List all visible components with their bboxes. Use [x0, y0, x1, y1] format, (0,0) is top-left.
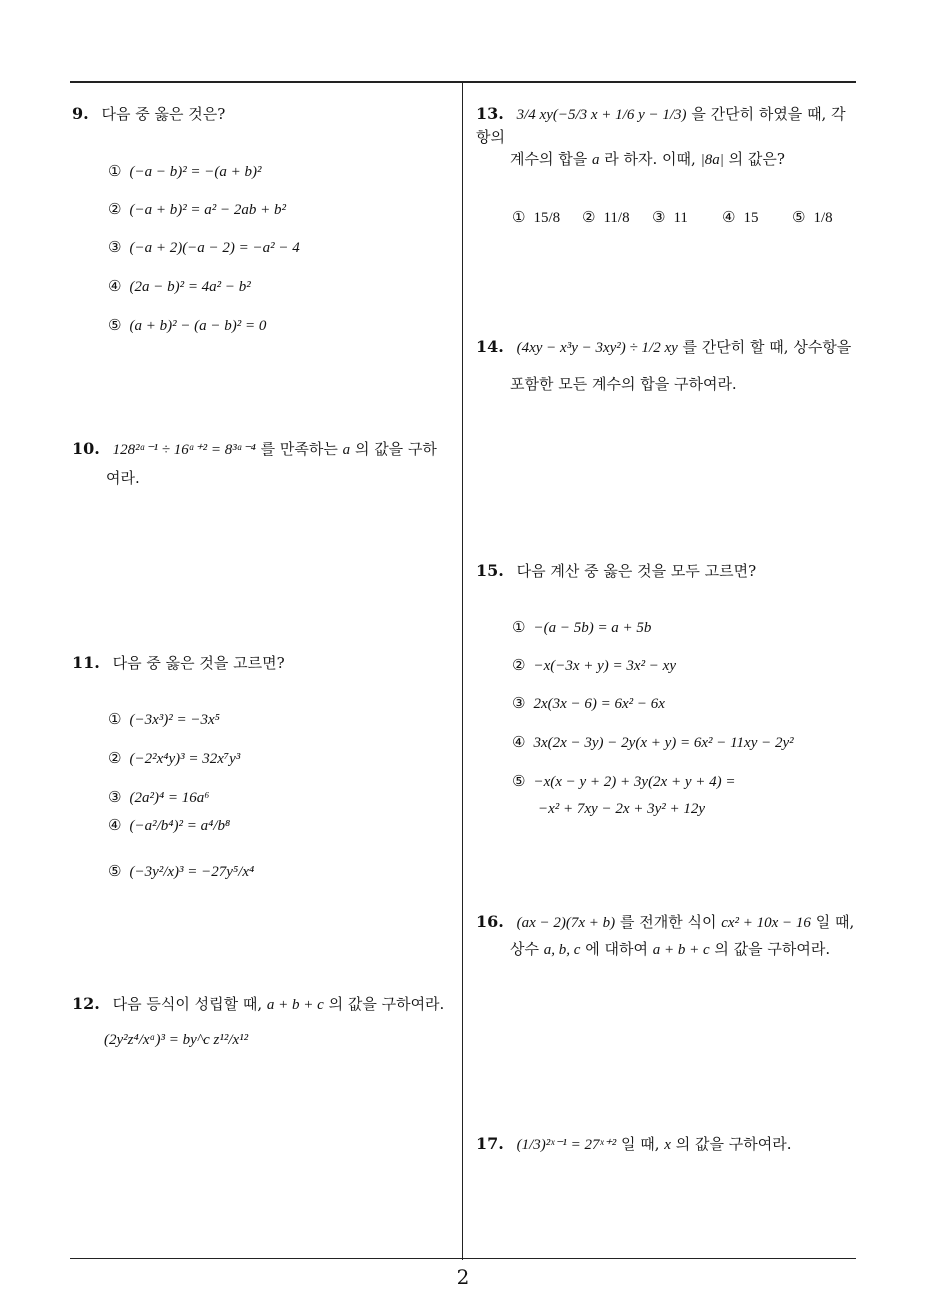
equation-expr: (2y²z⁴/xᵃ)³ = by^c z¹²/x¹²	[104, 1032, 249, 1048]
q9-option-4[interactable]	[108, 277, 251, 296]
question-text-line2: 여라.	[106, 469, 140, 487]
q9-option-5[interactable]	[108, 316, 266, 335]
option-expr: (−3x³)² = −3x⁵	[129, 712, 220, 728]
option-value: 15/8	[533, 210, 561, 226]
q15-option-1[interactable]	[512, 618, 651, 637]
option-mark: ②	[582, 208, 596, 226]
q15-option-5-line2	[538, 799, 705, 818]
q15-option-5[interactable]	[512, 772, 735, 791]
option-mark: ③	[652, 208, 666, 226]
option-expr: −(a − 5b) = a + 5b	[533, 620, 652, 636]
option-expr: 3x(2x − 3y) − 2y(x + y) = 6x² − 11xy − 2y²	[533, 735, 794, 751]
option-expr: (a + b)² − (a − b)² = 0	[129, 318, 267, 334]
question-text: 다음 중 옳은 것은?	[101, 105, 226, 123]
question-10	[72, 438, 457, 489]
q13-option-3[interactable]	[652, 208, 688, 227]
question-16-line2	[510, 938, 860, 961]
question-var: a	[342, 442, 351, 458]
q11-option-3[interactable]	[108, 788, 210, 807]
option-mark: ⑤	[792, 208, 806, 226]
question-expr: a + b + c	[266, 997, 324, 1013]
question-var: a	[592, 152, 600, 168]
q9-option-2[interactable]	[108, 200, 286, 219]
question-expr: (1/3)²ˣ⁻¹ = 27ˣ⁺²	[516, 1137, 617, 1153]
question-var: x	[664, 1137, 671, 1153]
q15-option-2[interactable]	[512, 656, 676, 675]
question-expr: 128²ᵃ⁻¹ ÷ 16ᵃ⁺² = 8³ᵃ⁻⁴	[112, 442, 256, 458]
question-number: 10.	[72, 439, 100, 458]
question-text: 에 대하여	[585, 940, 648, 958]
question-text: 을 간단히 하였을 때, 각 항의	[476, 105, 846, 146]
option-expr: (2a²)⁴ = 16a⁶	[129, 790, 210, 806]
question-text: 의 값은?	[728, 150, 785, 168]
question-text: 의 값을 구하여라.	[328, 995, 445, 1013]
option-mark: ④	[108, 816, 122, 834]
question-text: 다음 계산 중 옳은 것을 모두 고르면?	[516, 562, 757, 580]
question-number: 17.	[476, 1134, 504, 1153]
question-14	[476, 336, 861, 359]
question-abs: |8a|	[700, 152, 724, 168]
option-mark: ①	[512, 208, 526, 226]
question-expr: (4xy − x³y − 3xy²) ÷ 1/2 xy	[516, 340, 678, 356]
question-number: 15.	[476, 561, 504, 580]
option-expr: (−a + b)² = a² − 2ab + b²	[129, 202, 287, 218]
top-rule	[70, 81, 856, 83]
question-text: 의 값을 구하	[354, 440, 437, 458]
question-expr: 3/4 xy(−5/3 x + 1/6 y − 1/3)	[516, 107, 687, 123]
option-expr: −x² + 7xy − 2x + 3y² + 12y	[538, 801, 706, 817]
option-mark: ①	[512, 618, 526, 636]
q13-option-5[interactable]	[792, 208, 833, 227]
q13-option-4[interactable]	[722, 208, 758, 227]
option-mark: ①	[108, 162, 122, 180]
question-number: 9.	[72, 104, 89, 123]
question-text: 상수	[510, 940, 539, 958]
question-text: 의 값을 구하여라.	[675, 1135, 792, 1153]
question-11	[72, 652, 285, 674]
question-9	[72, 103, 225, 125]
question-text: 라 하자. 이때,	[604, 150, 696, 168]
q11-option-4[interactable]	[108, 816, 230, 835]
option-value: 15	[743, 210, 759, 226]
question-16	[476, 911, 861, 934]
option-expr: (2a − b)² = 4a² − b²	[129, 279, 251, 295]
option-mark: ⑤	[108, 862, 122, 880]
question-14-line2	[510, 373, 737, 395]
question-number: 11.	[72, 653, 100, 672]
question-text: 포함한 모든 계수의 합을 구하여라.	[510, 375, 737, 393]
question-text: 일 때,	[815, 913, 855, 931]
question-vars: a, b, c	[543, 942, 581, 958]
question-number: 13.	[476, 104, 504, 123]
option-expr: (−2²x⁴y)³ = 32x⁷y³	[129, 751, 241, 767]
question-text: 일 때,	[620, 1135, 660, 1153]
q9-option-3[interactable]	[108, 238, 300, 257]
option-expr: 2x(3x − 6) = 6x² − 6x	[533, 696, 665, 712]
option-mark: ④	[108, 277, 122, 295]
option-mark: ②	[108, 749, 122, 767]
option-mark: ⑤	[512, 772, 526, 790]
question-text: 다음 중 옳은 것을 고르면?	[112, 654, 285, 672]
option-mark: ③	[108, 238, 122, 256]
option-mark: ④	[722, 208, 736, 226]
question-13	[476, 103, 861, 148]
question-text: 의 값을 구하여라.	[714, 940, 831, 958]
q9-option-1[interactable]	[108, 162, 262, 181]
bottom-rule	[70, 1258, 856, 1259]
question-number: 12.	[72, 994, 100, 1013]
q15-option-4[interactable]	[512, 733, 794, 752]
page-number: 2	[456, 1265, 470, 1289]
q15-option-3[interactable]	[512, 694, 665, 713]
q11-option-2[interactable]	[108, 749, 240, 768]
option-mark: ③	[512, 694, 526, 712]
question-text: 를 만족하는	[260, 440, 338, 458]
option-mark: ③	[108, 788, 122, 806]
question-number: 16.	[476, 912, 504, 931]
option-expr: (−3y²/x)³ = −27y⁵/x⁴	[129, 864, 255, 880]
question-expr: a + b + c	[652, 942, 710, 958]
q13-option-2[interactable]	[582, 208, 630, 227]
question-17	[476, 1133, 861, 1156]
question-text: 계수의 합을	[510, 150, 588, 168]
option-value: 1/8	[813, 210, 833, 226]
option-expr: (−a²/b⁴)² = a⁴/b⁸	[129, 818, 231, 834]
q11-option-5[interactable]	[108, 862, 254, 881]
q13-option-1[interactable]	[512, 208, 560, 227]
option-expr: (−a − b)² = −(a + b)²	[129, 164, 262, 180]
question-13-line2	[510, 148, 860, 171]
question-15	[476, 560, 756, 582]
question-expr: cx² + 10x − 16	[721, 915, 811, 931]
question-12	[72, 993, 457, 1016]
option-expr: −x(−3x + y) = 3x² − xy	[533, 658, 676, 674]
option-mark: ⑤	[108, 316, 122, 334]
q11-option-1[interactable]	[108, 710, 220, 729]
option-mark: ②	[108, 200, 122, 218]
question-expr: (ax − 2)(7x + b)	[516, 915, 616, 931]
option-value: 11/8	[603, 210, 630, 226]
option-mark: ②	[512, 656, 526, 674]
option-mark: ①	[108, 710, 122, 728]
option-expr: (−a + 2)(−a − 2) = −a² − 4	[129, 240, 300, 256]
question-text: 를 전개한 식이	[619, 913, 717, 931]
question-text: 를 간단히 할 때, 상수항을	[682, 338, 852, 356]
question-number: 14.	[476, 337, 504, 356]
question-text: 다음 등식이 성립할 때,	[112, 995, 263, 1013]
column-divider	[462, 81, 463, 1260]
q12-equation	[104, 1030, 248, 1049]
option-value: 11	[673, 210, 688, 226]
option-expr: −x(x − y + 2) + 3y(2x + y + 4) =	[533, 774, 736, 790]
option-mark: ④	[512, 733, 526, 751]
